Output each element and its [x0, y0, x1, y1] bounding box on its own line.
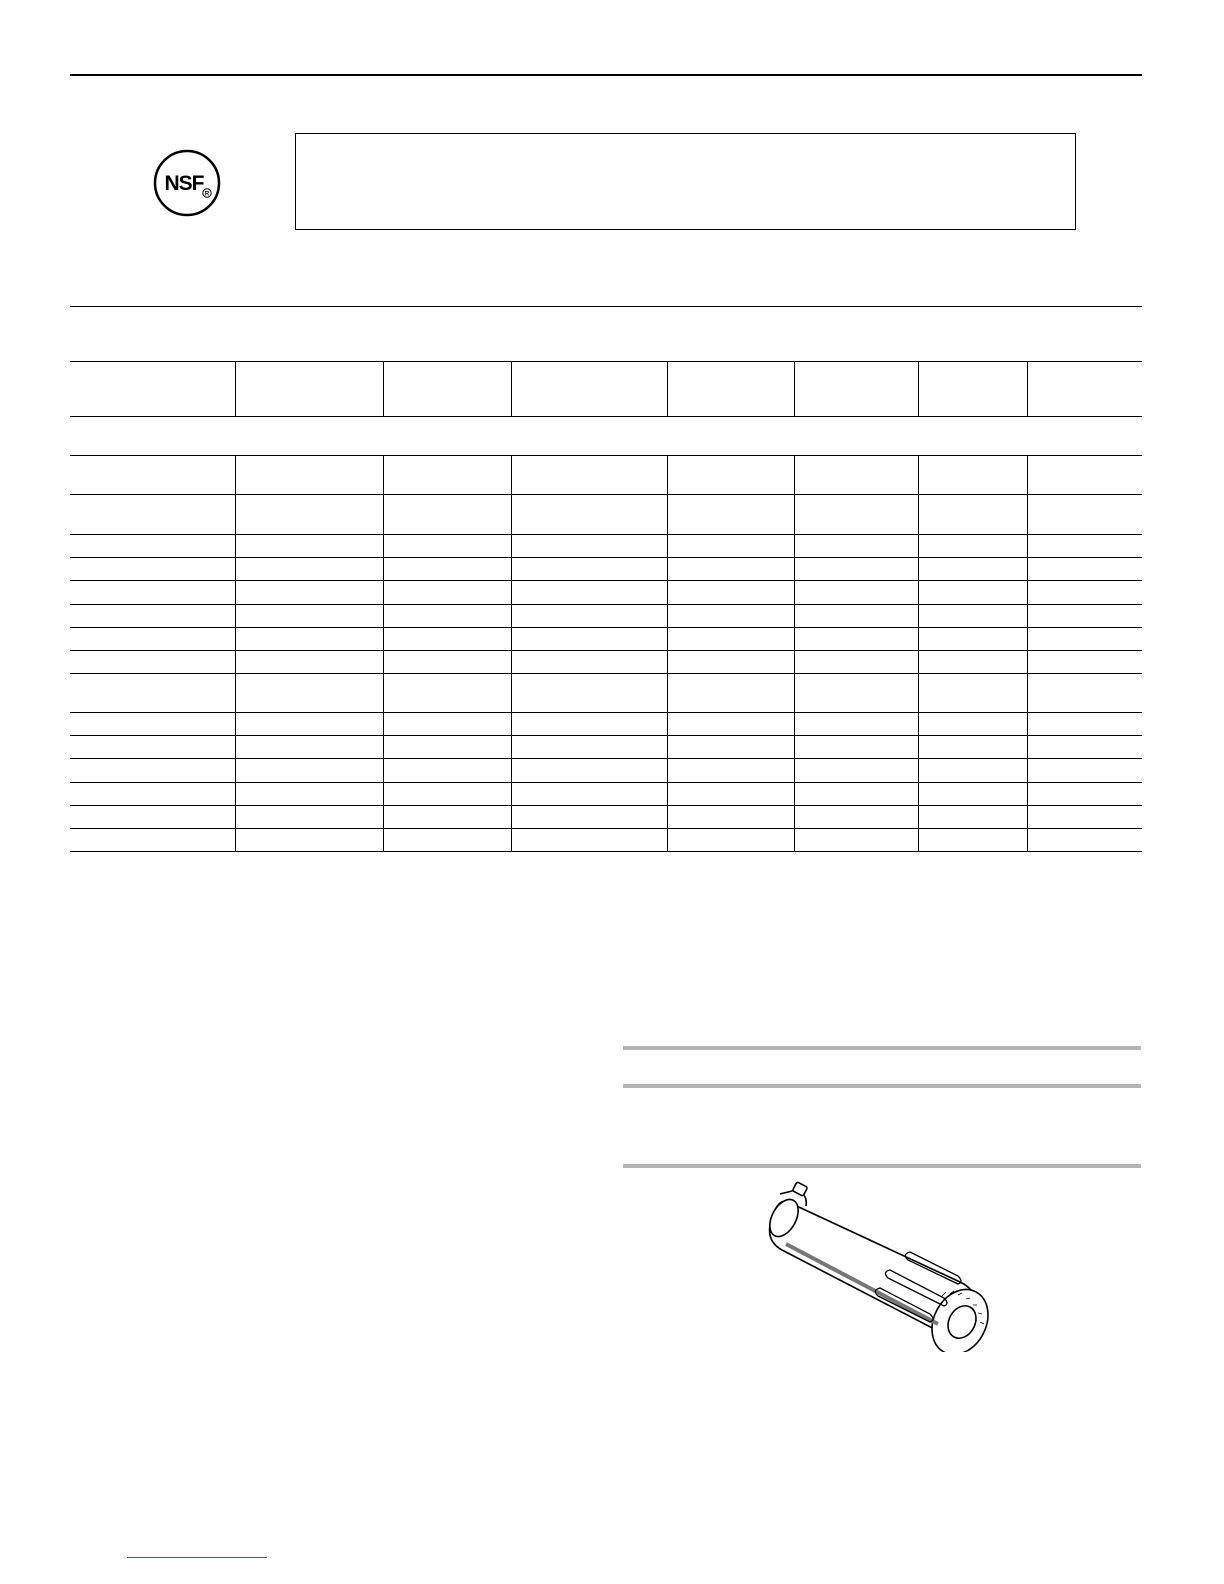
table-row: [70, 651, 1142, 674]
table-row: [70, 759, 1142, 783]
table-row: [70, 581, 1142, 605]
table-row: [70, 806, 1142, 829]
svg-text:R: R: [204, 191, 210, 198]
table-row: [70, 628, 1142, 651]
performance-data-table: [70, 361, 1142, 852]
table-row: [70, 535, 1142, 558]
table-row: [70, 736, 1142, 759]
svg-text:NSF: NSF: [164, 172, 204, 195]
section-rule: [70, 306, 1142, 307]
table-row: [70, 674, 1142, 713]
table-row: [70, 495, 1142, 535]
nsf-logo-icon: [153, 149, 221, 217]
certification-statement-box: [295, 133, 1076, 230]
section-divider: [623, 1084, 1141, 1088]
table-header-row: [70, 362, 1142, 417]
table-row: [70, 713, 1142, 736]
table-row: [70, 605, 1142, 628]
table-row: [70, 456, 1142, 495]
table-row: [70, 829, 1142, 852]
section-divider: [623, 1164, 1141, 1168]
table-row: [70, 783, 1142, 806]
top-rule: [70, 74, 1142, 76]
table-row: [70, 558, 1142, 581]
table-section-row: [70, 417, 1142, 456]
section-divider: [623, 1046, 1141, 1050]
filter-cartridge-icon: [760, 1172, 1020, 1352]
footer-link-underline[interactable]: [127, 1557, 267, 1558]
